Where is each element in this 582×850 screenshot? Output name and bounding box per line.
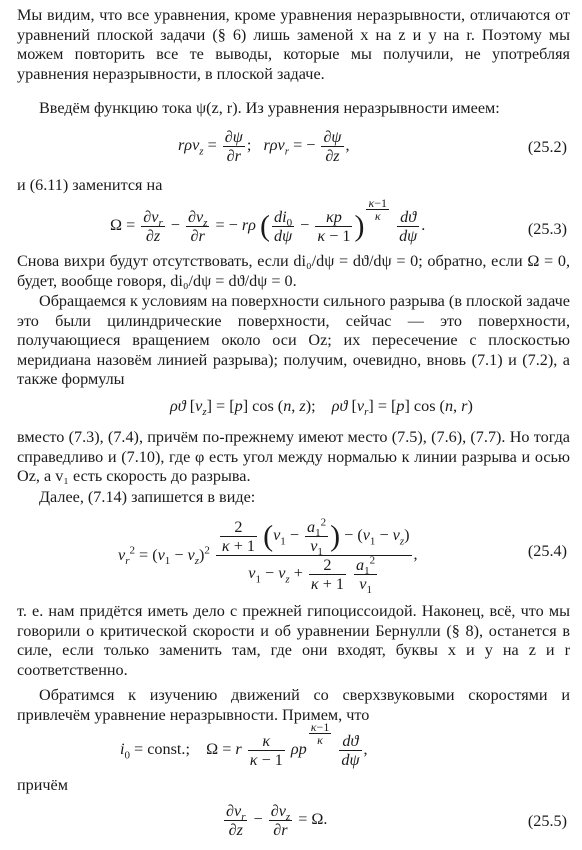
paragraph-further: Далее, (7.14) запишется в виде:: [39, 488, 256, 506]
equation-number: (25.4): [527, 542, 567, 560]
paragraph-hypocissoid: т. е. нам придётся иметь дело с прежней гипоциссоидой. Наконец, всё, что мы говорили о критической скорости и об уравнении Бернулли (§ 8), останется в силе, если только заменить там, где они входят, буквы x и y на z и r соответственно.: [17, 602, 570, 679]
equation-number: (25.3): [527, 220, 567, 238]
equation-boundary: ρϑ $[v_z] = [p]$ cos (n, z); ρϑ $[v_r] = [p]$ cos (n, r): [170, 397, 473, 419]
equation-25-4: $v_r^2 = (v_1 - v_z)^2$ $\frac{2}{\kappa + 1}$ ($v_1$ − $\frac{a_1^2}{v_1}$ ) − $(v_1 - v_z)$ $v_1 - v_z$ + $\frac{2}{\kappa + 1}$ $\frac{a_1^2}{v_1}$ , (25.4): [118, 516, 567, 597]
paragraph-supersonic: Обратимся к изучению движений со сверхзвуковыми скоростями и привлечём уравнение неразрывности. Примем, что: [17, 686, 570, 724]
paragraph-vortices: Снова вихри будут отсутствовать, если di₀/dψ = dϑ/dψ = 0; обратно, если Ω = 0, будет, вообще говоря, di₀/dψ = dϑ/dψ = 0.: [17, 252, 570, 290]
equation-25-3: Ω = $\frac{\partial v_r}{\partial z}$ − $\frac{\partial v_z}{\partial r}$ = − rρ ( $\frac{di_0}{d\psi}$ − $\frac{\kappa p}{\kappa - 1}$ ) $^{\frac{\kappa-1}{\kappa}}$ $\frac{dϑ}{d\psi}$ . (25.3): [110, 195, 567, 245]
equation-25-5: $\frac{\partial v_r}{\partial z}$ − $\frac{\partial v_z}{\partial r}$ = Ω. (25.5): [226, 802, 567, 839]
paragraph-stream-function: Введём функцию тока ψ(z, r). Из уравнения неразрывности имеем:: [39, 99, 500, 117]
paragraph-intro: Мы видим, что все уравнения, кроме уравнения неразрывности, отличаются от уравнений плоской задачи (§ 6) лишь заменой x на z и y на r. Поэтому мы можем повторить все те выводы, которые мы получили, не употребляя уравнения неразрывности, в плоской задаче.: [17, 6, 570, 83]
equation-number: (25.5): [527, 812, 567, 830]
equation-number: (25.2): [527, 138, 567, 156]
equation-25-2: rρv$_z$ = $\frac{\partial\psi}{\partial r}$ ; rρv$_r$ = − $\frac{\partial\psi}{\partial z}$ , (25.2): [178, 128, 567, 165]
paragraph-discontinuity: Обращаемся к условиям на поверхности сильного разрыва (в плоской задаче это были цилиндрические поверхности, сейчас — это поверхности, получающиеся вращением около оси Oz; их пересечение с плоскостью меридиана назовём линией разрыва); получим, очевидно, вновь (7.1) и (7.2), а также формулы: [17, 292, 570, 389]
paragraph-wherein: причём: [17, 776, 68, 794]
paragraph-replacement: и (6.11) заменится на: [17, 176, 163, 194]
paragraph-instead: вместо (7.3), (7.4), причём по-прежнему имеют место (7.5), (7.6), (7.7). Но тогда справедливо и (7.10), где φ есть угол между нормалью к линии разрыва и осью Oz, а v₁ есть скорость до разрыва.: [17, 428, 570, 486]
equation-i0-const: $i_0$ = const.; Ω = r $\frac{\kappa}{\kappa - 1}$ ρp $^{\frac{\kappa-1}{\kappa}}$ $\frac{dϑ}{d\psi}$ ,: [120, 719, 368, 769]
